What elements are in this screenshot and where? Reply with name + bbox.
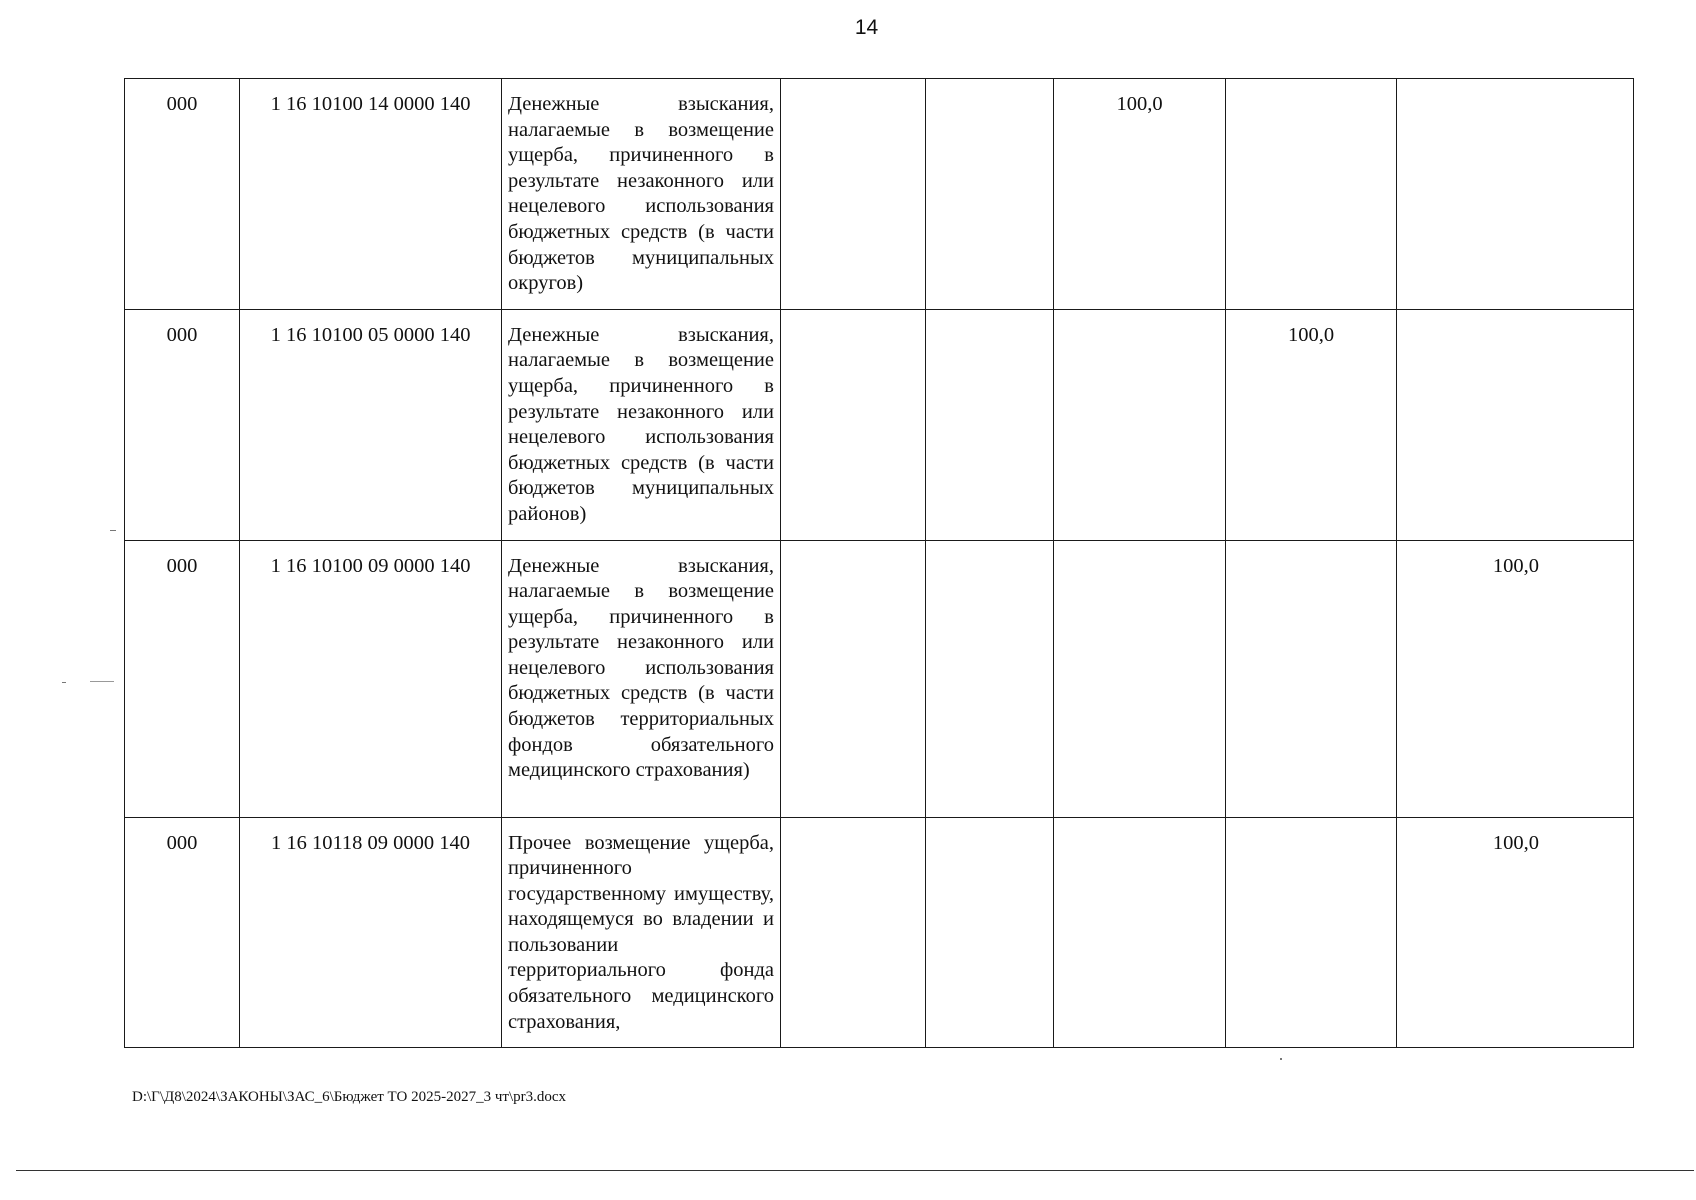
revenue-name-cell: Прочее возмещение ущерба, причиненного государственному имуществу, находящемуся во владении и пользовании территориального фонда обязательного медицинского страхования, [502, 817, 781, 1048]
budget-table [124, 78, 1634, 1048]
admin-code-cell: 000 [125, 540, 240, 817]
amount-cell-6 [1054, 309, 1226, 540]
amount-cell-4 [781, 79, 926, 310]
amount-cell-6 [1054, 817, 1226, 1048]
budget-code-cell: 1 16 10100 05 0000 140 [240, 309, 502, 540]
amount-cell-8: 100,0 [1397, 817, 1634, 1048]
page-bottom-rule [16, 1170, 1694, 1171]
scan-mark [90, 681, 114, 682]
amount-cell-6: 100,0 [1054, 79, 1226, 310]
table-row [125, 817, 1634, 1048]
table-row [125, 540, 1634, 817]
amount-cell-5 [926, 79, 1054, 310]
revenue-name-cell: Денежные взыскания, налагаемые в возмещение ущерба, причиненного в результате незаконного или нецелевого использования бюджетных средств (в части бюджетов территориальных фондов обязательного медицинского страхования) [502, 540, 781, 817]
scan-mark [110, 530, 116, 531]
budget-code-cell: 1 16 10118 09 0000 140 [240, 817, 502, 1048]
amount-cell-7: 100,0 [1226, 309, 1397, 540]
scan-mark [62, 682, 66, 683]
admin-code-cell: 000 [125, 817, 240, 1048]
file-path-footer: D:\Г\Д8\2024\ЗАКОНЫ\ЗАС_6\Бюджет ТО 2025-2027_3 чт\pr3.docx [132, 1089, 567, 1105]
amount-cell-6 [1054, 540, 1226, 817]
amount-cell-4 [781, 309, 926, 540]
amount-cell-8: 100,0 [1397, 540, 1634, 817]
amount-cell-8 [1397, 309, 1634, 540]
scan-mark [1280, 1058, 1282, 1060]
admin-code-cell: 000 [125, 309, 240, 540]
page-number: 14 [854, 16, 879, 39]
amount-cell-4 [781, 540, 926, 817]
budget-code-cell: 1 16 10100 14 0000 140 [240, 79, 502, 310]
revenue-name-cell: Денежные взыскания, налагаемые в возмещение ущерба, причиненного в результате незаконного или нецелевого использования бюджетных средств (в части бюджетов муниципальных районов) [502, 309, 781, 540]
amount-cell-4 [781, 817, 926, 1048]
admin-code-cell: 000 [125, 79, 240, 310]
table-row [125, 79, 1634, 310]
budget-code-cell: 1 16 10100 09 0000 140 [240, 540, 502, 817]
revenue-name-cell: Денежные взыскания, налагаемые в возмещение ущерба, причиненного в результате незаконного или нецелевого использования бюджетных средств (в части бюджетов муниципальных округов) [502, 79, 781, 310]
amount-cell-7 [1226, 540, 1397, 817]
amount-cell-7 [1226, 817, 1397, 1048]
amount-cell-5 [926, 309, 1054, 540]
amount-cell-5 [926, 817, 1054, 1048]
table-row [125, 309, 1634, 540]
amount-cell-8 [1397, 79, 1634, 310]
amount-cell-7 [1226, 79, 1397, 310]
amount-cell-5 [926, 540, 1054, 817]
